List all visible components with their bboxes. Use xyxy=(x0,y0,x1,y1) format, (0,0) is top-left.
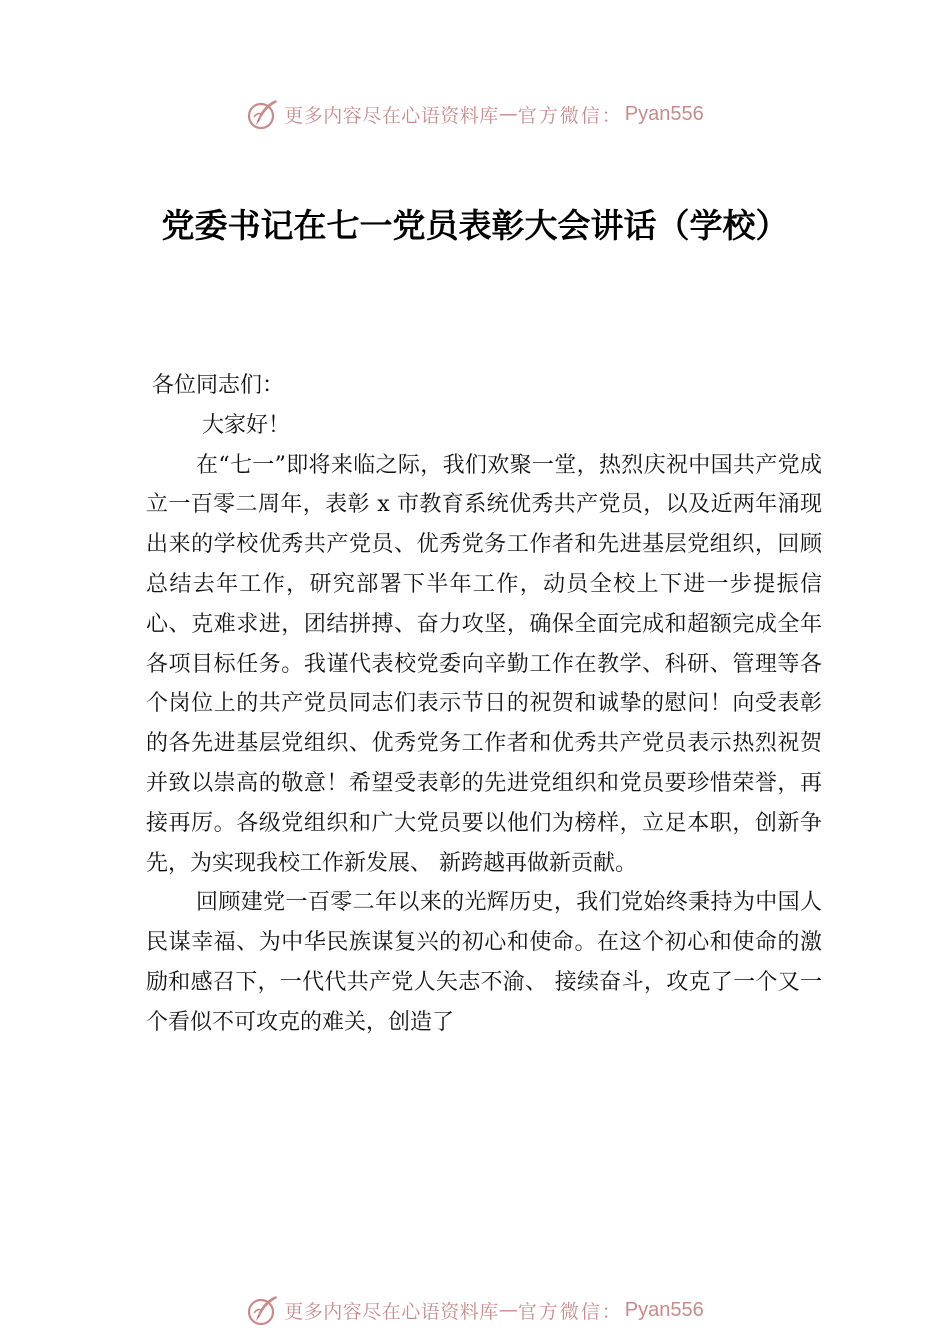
paragraph-2: 回顾建党一百零二年以来的光辉历史，我们党始终秉持为中国人民谋幸福、为中华民族谋复兴的初心和使命。在这个初心和使命的激励和感召下，一代代共产党人矢志不渝、 接续奋斗，攻克了一个又一个看似不可攻克的难关，创造了 xyxy=(146,890,822,1035)
quill-pen-logo-icon xyxy=(246,97,280,131)
banner-text: 更多内容尽在心语资料库 xyxy=(284,1300,499,1323)
banner-wechat-label: 官方微信： xyxy=(517,104,623,127)
document-title: 党委书记在七一党员表彰大会讲话（学校） xyxy=(161,206,789,245)
banner-text: 更多内容尽在心语资料库 xyxy=(284,104,499,127)
banner-dash: — xyxy=(498,1299,518,1321)
banner-dash: — xyxy=(498,103,518,125)
salutation: 各位同志们： xyxy=(152,373,285,398)
footer-watermark-banner xyxy=(0,1290,950,1330)
header-watermark-banner xyxy=(0,94,950,134)
banner-wechat-id: Pyan556 xyxy=(624,102,704,125)
banner-wechat-label: 官方微信： xyxy=(517,1300,623,1323)
quill-pen-logo-icon xyxy=(246,1293,280,1327)
paragraph-1: 在“七一”即将来临之际，我们欢聚一堂，热烈庆祝中国共产党成立一百零二周年，表彰 x 市教育系统优秀共产党员，以及近两年涌现出来的学校优秀共产党员、优秀党务工作者和先进基层党组织，回顾总结去年工作，研究部署下半年工作，动员全校上下进一步提振信心、克难求进，团结拼搏、奋力攻坚，确保全面完成和超额完成全年各项目标任务。我谨代表校党委向辛勤工作在教学、科研、管理等各个岗位上的共产党员同志们表示节日的祝贺和诚挚的慰问！向受表彰的各先进基层党组织、优秀党务工作者和优秀共产党员表示热烈祝贺并致以崇高的敬意！希望受表彰的先进党组织和党员要珍惜荣誉，再接再厉。各级党组织和广大党员要以他们为榜样，立足本职，创新争先，为实现我校工作新发展、 新跨越再做新贡献。 xyxy=(146,452,822,876)
banner-wechat-id: Pyan556 xyxy=(624,1298,704,1321)
greeting: 大家好！ xyxy=(202,412,291,438)
document-body xyxy=(146,366,822,1043)
